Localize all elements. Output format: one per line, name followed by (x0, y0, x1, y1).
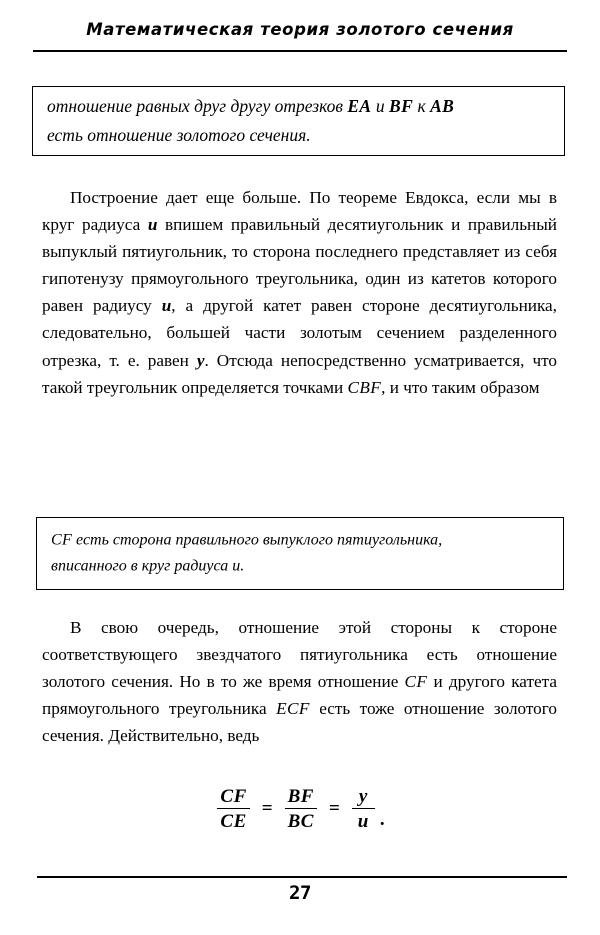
boxed-statement-2-text (51, 527, 553, 580)
p2-segment-3: есть тоже отношение золотого сечения. Действительно, ведь (42, 699, 557, 746)
fraction-3-numerator: y (358, 786, 368, 807)
running-head: Математическая теория золотого сечения (86, 20, 514, 39)
header-rule (33, 50, 567, 52)
fraction-1-numerator: CF (220, 786, 247, 807)
equals-sign-2: = (328, 798, 340, 820)
quote1-math-ab: AB (430, 96, 455, 117)
formula-period: . (379, 808, 385, 830)
quote1-segment-a: отношение равных друг другу отрезков (47, 96, 348, 117)
p1-variable-y: y (196, 350, 205, 370)
p2-segment-2: и другого катета прямоугольного треугольника (42, 672, 557, 719)
fraction-bf-bc (285, 786, 317, 833)
p1-segment-4: . Отсюда непосредственно усматривается, что такой треугольник определяется точками (42, 350, 557, 397)
body-paragraph-2 (42, 614, 557, 749)
p1-segment-3: , а другой катет равен стороне десятиугольника, следовательно, большей части золотым сечением разделенного отрезка, т. е. равен (42, 296, 557, 370)
quote1-math-ea: EA (347, 96, 372, 117)
quote1-segment-b: и (371, 96, 389, 117)
page-number: 27 (289, 882, 311, 904)
quote2-line2-b: . (240, 557, 245, 575)
p1-points-cbf: CBF (347, 377, 382, 397)
p2-segment-1: В свою очередь, отношение этой стороны к стороне соответствующего звездчатого пятиугольника есть отношение золотого сечения. Но в то же время отношение (42, 618, 557, 692)
fraction-cf-ce (217, 786, 249, 833)
boxed-statement-1-text (47, 92, 554, 150)
fraction-y-u (352, 786, 375, 833)
quote1-line2: есть отношение золотого сечения. (47, 125, 311, 145)
quote2-line2-a: вписанного в круг радиуса (51, 557, 233, 575)
p2-segment-cf: CF (404, 672, 428, 692)
equals-sign-1: = (261, 798, 273, 820)
p2-triangle-ecf: ECF (276, 699, 310, 719)
boxed-statement-1 (32, 86, 565, 156)
p1-segment-1: Построение дает еще больше. По теореме Евдокса, если мы в круг радиуса (42, 188, 557, 235)
p1-variable-u-2: u (161, 296, 172, 316)
fraction-3-denominator: u (352, 808, 375, 832)
fraction-1-denominator: CE (217, 808, 249, 832)
boxed-statement-2 (36, 517, 564, 590)
fraction-2-denominator: BC (285, 808, 317, 832)
quote2-line1: есть сторона правильного выпуклого пятиугольника, (72, 531, 443, 549)
body-paragraph-1 (42, 184, 557, 401)
quote1-segment-c: к (413, 96, 431, 117)
p1-segment-2: впишем правильный десятиугольник и правильный выпуклый пятиугольник, то сторона последнего представляет из себя гипотенузу прямоугольного треугольника, один из катетов которого равен радиусу (42, 215, 557, 316)
quote2-math-u: u (232, 557, 241, 575)
p1-variable-u-1: u (147, 215, 158, 235)
quote1-math-bf: BF (389, 96, 414, 117)
display-formula (42, 786, 557, 833)
footer-rule (37, 876, 567, 878)
quote2-math-cf: CF (51, 531, 73, 549)
fraction-2-numerator: BF (287, 786, 314, 807)
p1-segment-5: , и что таким образом (381, 377, 540, 397)
